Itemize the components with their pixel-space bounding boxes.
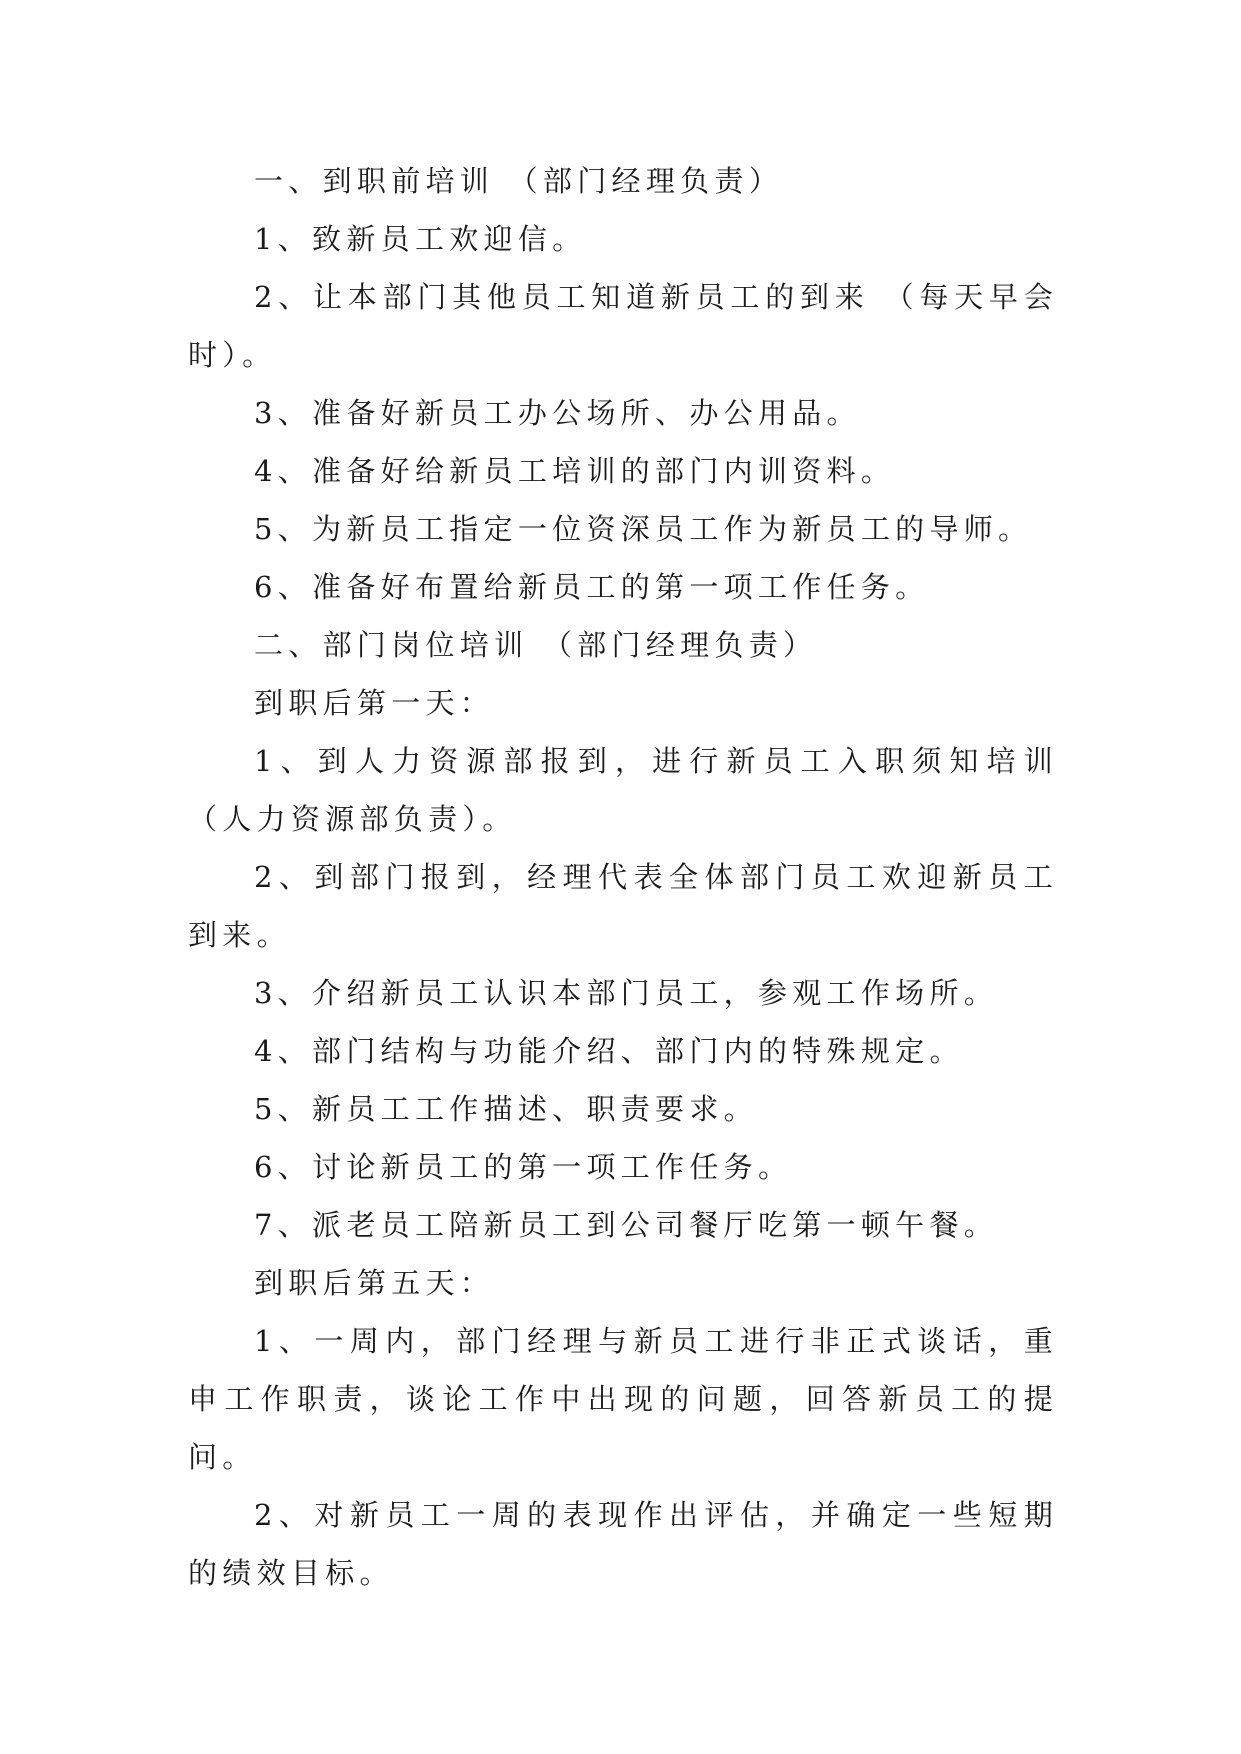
list-item: 3、准备好新员工办公场所、办公用品。 — [254, 396, 861, 430]
list-item: 3、介绍新员工认识本部门员工，参观工作场所。 — [254, 976, 999, 1010]
list-item: 2、到部门报到，经理代表全体部门员工欢迎新员工到来。 — [188, 860, 1058, 952]
list-item: 5、新员工工作描述、职责要求。 — [254, 1092, 758, 1126]
subheading-day-five: 到职后第五天： — [254, 1266, 495, 1300]
list-item: 7、派老员工陪新员工到公司餐厅吃第一顿午餐。 — [254, 1208, 999, 1242]
document-body — [188, 152, 1058, 1602]
list-item: 1、一周内，部门经理与新员工进行非正式谈话，重申工作职责，谈论工作中出现的问题，回答新员工的提问。 — [188, 1324, 1058, 1474]
list-item: 1、致新员工欢迎信。 — [254, 222, 587, 256]
list-item: 6、讨论新员工的第一项工作任务。 — [254, 1150, 793, 1184]
list-item: 4、部门结构与功能介绍、部门内的特殊规定。 — [254, 1034, 964, 1068]
list-item: 4、准备好给新员工培训的部门内训资料。 — [254, 454, 896, 488]
section-heading-pre-arrival-training: 一、到职前培训 （部门经理负责） — [254, 164, 784, 198]
subheading-day-one: 到职后第一天： — [254, 686, 495, 720]
list-item: 2、让本部门其他员工知道新员工的到来 （每天早会时）。 — [188, 280, 1058, 372]
list-item: 6、准备好布置给新员工的第一项工作任务。 — [254, 570, 930, 604]
list-item: 1、到人力资源部报到，进行新员工入职须知培训（人力资源部负责）。 — [188, 744, 1058, 836]
list-item: 5、为新员工指定一位资深员工作为新员工的导师。 — [254, 512, 1033, 546]
section-heading-department-training: 二、部门岗位培训 （部门经理负责） — [254, 628, 818, 662]
list-item: 2、对新员工一周的表现作出评估，并确定一些短期的绩效目标。 — [188, 1498, 1058, 1590]
